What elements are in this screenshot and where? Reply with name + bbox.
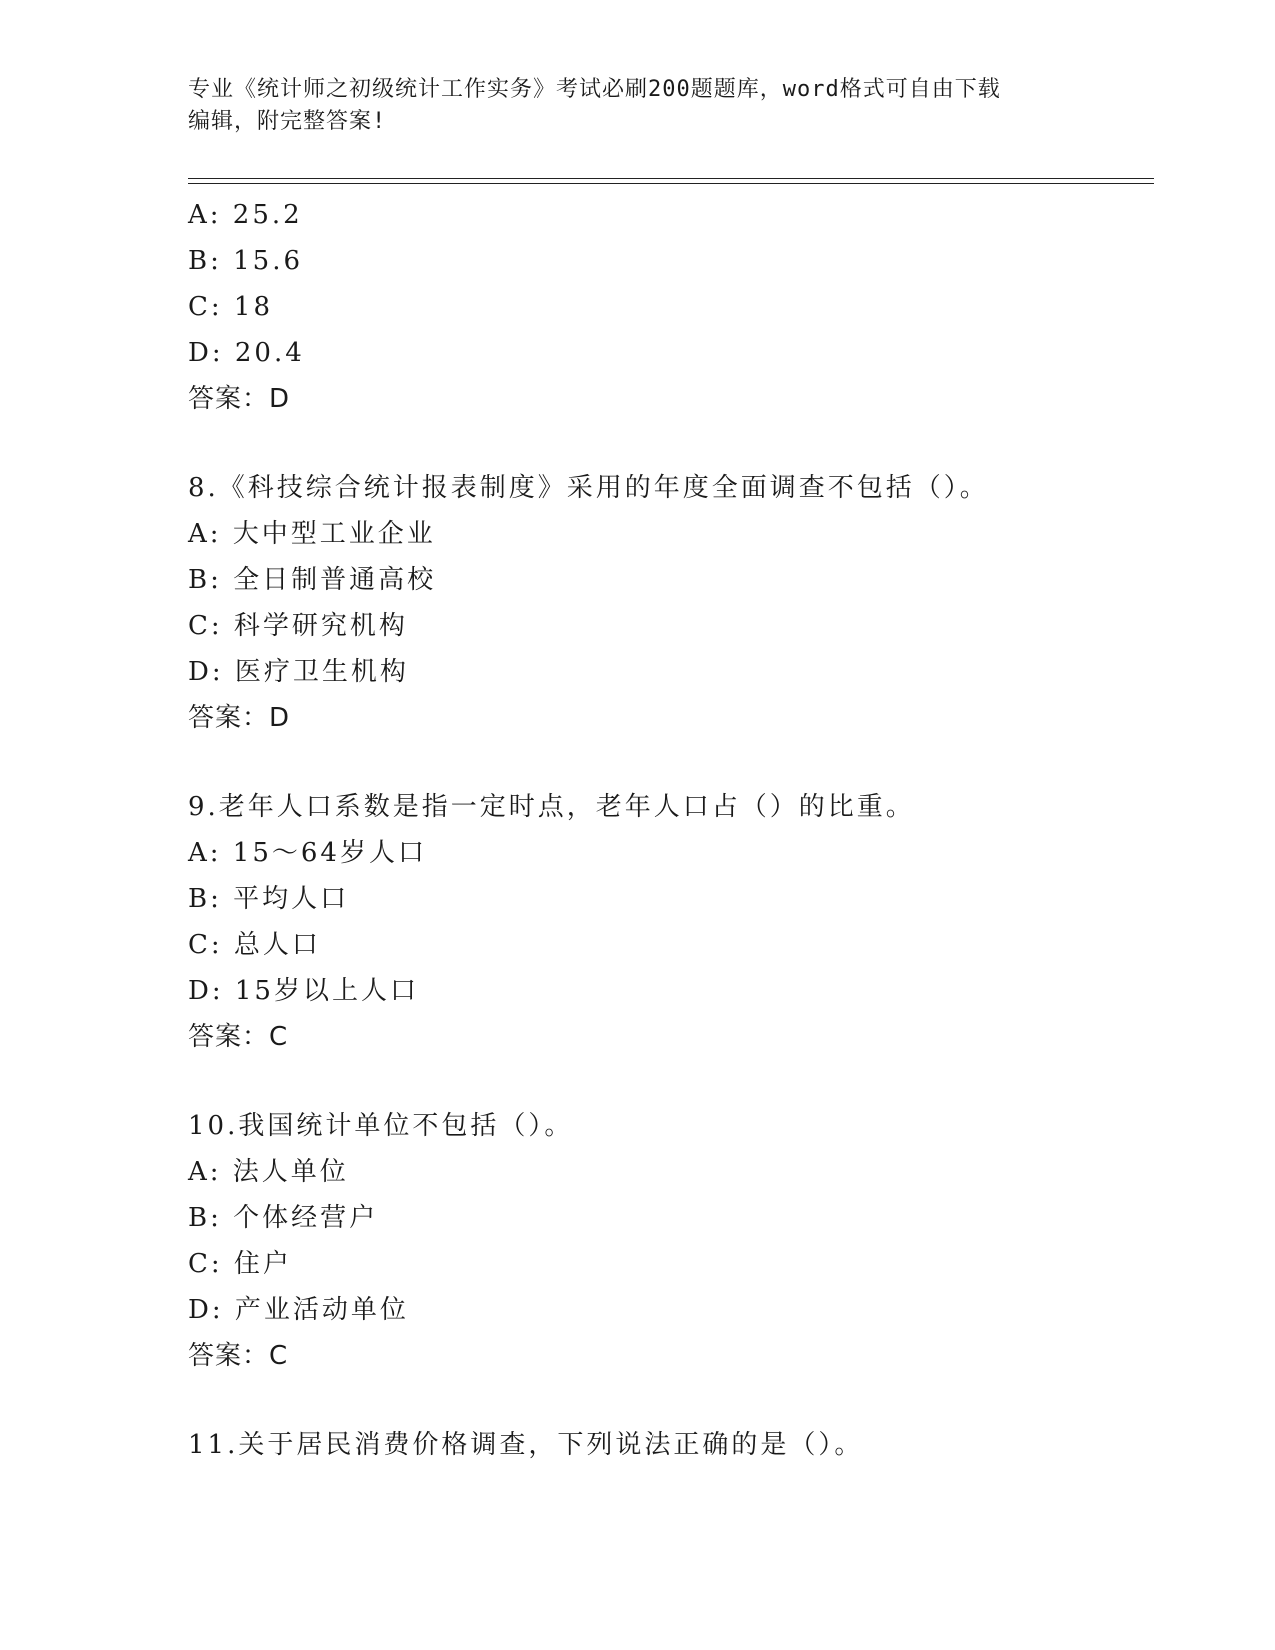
question-block-7 [188, 192, 1154, 422]
question-block-9 [188, 784, 1154, 1060]
option-d: D: 医疗卫生机构 [188, 657, 409, 687]
option-a: A: 25.2 [188, 200, 303, 230]
answer-label: 答案：D [188, 384, 291, 414]
option-b: B: 15.6 [188, 246, 304, 276]
option-d: D: 20.4 [188, 338, 305, 368]
question-list [188, 192, 1154, 1468]
document-header [188, 74, 1088, 138]
option-d: D: 产业活动单位 [188, 1295, 409, 1325]
answer-label: 答案：D [188, 703, 291, 733]
question-stem: 11.关于居民消费价格调查，下列说法正确的是（）。 [188, 1430, 864, 1460]
answer-label: 答案：C [188, 1341, 289, 1371]
option-c: C: 18 [188, 292, 274, 322]
option-b: B: 个体经营户 [188, 1203, 379, 1233]
option-d: D: 15岁以上人口 [188, 976, 419, 1006]
question-block-11 [188, 1422, 1154, 1468]
header-divider-top [188, 178, 1154, 179]
question-stem: 9.老年人口系数是指一定时点，老年人口占（）的比重。 [188, 792, 915, 822]
header-divider-bottom [188, 183, 1154, 184]
header-line-1: 专业《统计师之初级统计工作实务》考试必刷200题题库，word格式可自由下载 [188, 77, 1001, 102]
option-c: C: 科学研究机构 [188, 611, 408, 641]
option-a: A: 大中型工业企业 [188, 519, 436, 549]
question-block-10 [188, 1103, 1154, 1379]
option-a: A: 法人单位 [188, 1157, 349, 1187]
question-stem: 10.我国统计单位不包括（）。 [188, 1111, 574, 1141]
option-c: C: 住户 [188, 1249, 292, 1279]
question-stem: 8.《科技综合统计报表制度》采用的年度全面调查不包括（）。 [188, 473, 989, 503]
option-b: B: 平均人口 [188, 884, 350, 914]
question-block-8 [188, 465, 1154, 741]
option-c: C: 总人口 [188, 930, 321, 960]
header-line-2: 编辑，附完整答案! [188, 109, 387, 134]
option-b: B: 全日制普通高校 [188, 565, 437, 595]
option-a: A: 15～64岁人口 [188, 838, 427, 868]
answer-label: 答案：C [188, 1022, 289, 1052]
